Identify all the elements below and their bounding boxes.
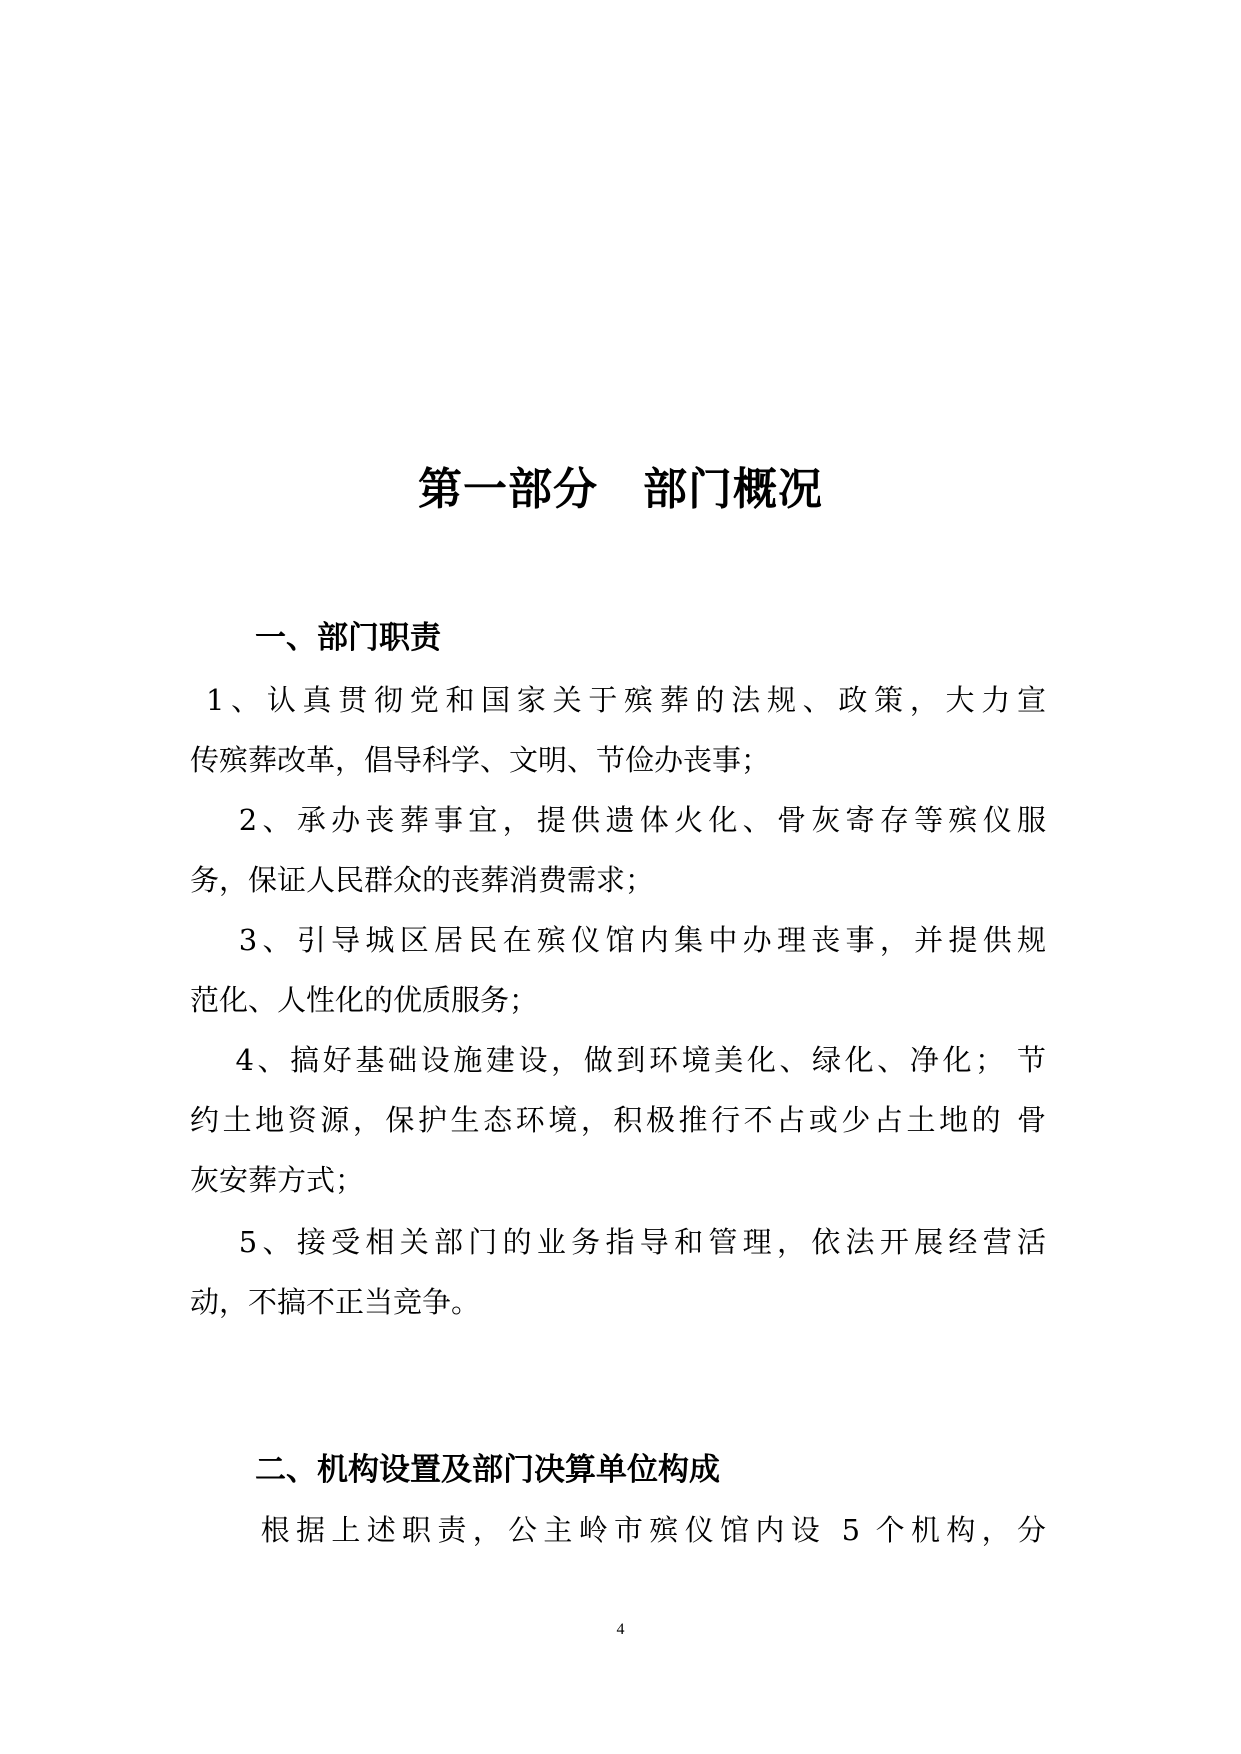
- paragraph-line: 根据上述职责，公主岭市殡仪馆内设 5 个机构，分: [190, 1513, 1046, 1547]
- page-number: 4: [616, 1621, 625, 1638]
- paragraph-line: 2、承办丧葬事宜，提供遗体火化、骨灰寄存等殡仪服: [190, 803, 1046, 837]
- section-heading-structure: 二、机构设置及部门决算单位构成: [255, 1452, 720, 1488]
- section-heading-duties: 一、部门职责: [255, 620, 441, 656]
- paragraph-line: 传殡葬改革，倡导科学、文明、节俭办丧事；: [190, 743, 771, 777]
- page-title: 第一部分 部门概况: [418, 464, 823, 515]
- paragraph-line: 范化、人性化的优质服务；: [190, 983, 539, 1017]
- paragraph-line: 5、接受相关部门的业务指导和管理，依法开展经营活: [190, 1225, 1046, 1259]
- paragraph-line: 动，不搞不正当竞争。: [190, 1285, 481, 1319]
- paragraph-line: 灰安葬方式；: [190, 1163, 365, 1197]
- paragraph-line: 1、认真贯彻党和国家关于殡葬的法规、政策，大力宣: [190, 683, 1046, 717]
- paragraph-line: 务，保证人民群众的丧葬消费需求；: [190, 863, 655, 897]
- paragraph-line: 4、搞好基础设施建设，做到环境美化、绿化、净化； 节: [190, 1043, 1046, 1077]
- paragraph-line: 约土地资源，保护生态环境，积极推行不占或少占土地的 骨: [190, 1103, 1046, 1137]
- paragraph-line: 3、引导城区居民在殡仪馆内集中办理丧事，并提供规: [190, 923, 1046, 957]
